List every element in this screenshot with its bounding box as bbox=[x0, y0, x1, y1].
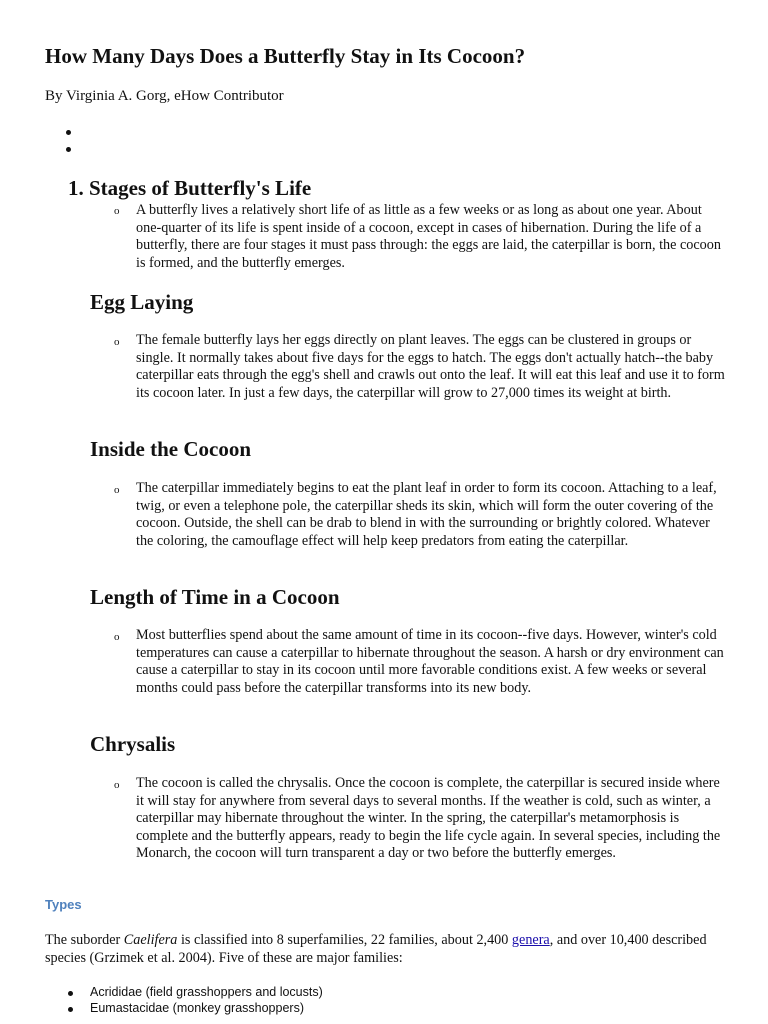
section-heading-chrysalis: Chrysalis bbox=[90, 732, 176, 756]
section-heading-egg-laying: Egg Laying bbox=[90, 290, 194, 314]
section-heading-stages: 1. Stages of Butterfly's Life bbox=[68, 176, 312, 200]
section-text-inside-cocoon: The caterpillar immediately begins to eat the plant leaf in order to form its cocoon. Attaching to a leaf, twig, or even a telephone pole, the caterpillar sheds its skin, which will form the outer covering of the cocoon. Outside, the shell can be drab to blend in with the surrounding or brightly colored. Whatever the coloring, the camouflage effect will help keep predators from eating the caterpillar. bbox=[136, 480, 717, 549]
section-text-stages: A butterfly lives a relatively short life of as little as a few weeks or as long as about one year. About one-quarter of its life is spent inside of a cocoon, except in cases of hibernation. During the life of a butterfly, there are four stages it must pass through: the eggs are laid, the caterpillar is born, the cocoon is formed, and the butterfly emerges. bbox=[136, 202, 721, 271]
byline: By Virginia A. Gorg, eHow Contributor bbox=[45, 88, 284, 104]
types-text-part3: , and over 10,400 described species (Grzimek et al. 2004). Five of these are major families: bbox=[45, 932, 707, 966]
list-bullet: o bbox=[114, 336, 120, 348]
list-bullet: o bbox=[114, 779, 120, 791]
list-bullet: o bbox=[114, 631, 120, 643]
list-bullet bbox=[68, 1007, 73, 1012]
empty-bullet bbox=[66, 147, 71, 152]
family-list-item: Acrididae (field grasshoppers and locusts) bbox=[90, 985, 323, 999]
types-text-part1: The suborder bbox=[45, 932, 124, 948]
list-bullet bbox=[68, 991, 73, 996]
family-list-item: Eumastacidae (monkey grasshoppers) bbox=[90, 1001, 304, 1015]
list-bullet: o bbox=[114, 484, 120, 496]
section-heading-inside-cocoon: Inside the Cocoon bbox=[90, 437, 252, 461]
page-title: How Many Days Does a Butterfly Stay in Its Cocoon? bbox=[45, 44, 526, 68]
types-heading-link[interactable]: Types bbox=[45, 897, 82, 912]
list-bullet: o bbox=[114, 205, 120, 217]
types-text-italic: Caelifera bbox=[123, 932, 178, 948]
types-paragraph bbox=[45, 932, 735, 967]
section-text-length-of-time: Most butterflies spend about the same amount of time in its cocoon--five days. However, winter's cold temperatures can cause a caterpillar to hibernate throughout the season. A harsh or dry environment can cause a caterpillar to stay in its cocoon until more favorable conditions exist. A few weeks or several months could pass before the caterpillar transforms into its new body. bbox=[136, 627, 724, 696]
types-text-part2: is classified into 8 superfamilies, 22 families, about 2,400 bbox=[177, 932, 512, 948]
section-heading-length-of-time: Length of Time in a Cocoon bbox=[90, 585, 340, 609]
section-text-egg-laying: The female butterfly lays her eggs directly on plant leaves. The eggs can be clustered in groups or single. It normally takes about five days for the eggs to hatch. The eggs don't actually hatch--the baby caterpillar eats through the egg's shell and crawls out onto the leaf. It will eat this leaf and use it to form its cocoon later. In just a few days, the caterpillar will grow to 27,000 times its weight at birth. bbox=[136, 332, 725, 401]
section-text-chrysalis: The cocoon is called the chrysalis. Once the cocoon is complete, the caterpillar is secured inside where it will stay for anywhere from several days to several months. If the weather is cold, such as winter, a caterpillar may hibernate throughout the winter. In the spring, the caterpillar's metamorphosis is complete and the butterfly appears, ready to begin the life cycle again. In several species, including the Monarch, the cocoon will turn transparent a day or two before the butterfly emerges. bbox=[136, 775, 721, 861]
genera-link[interactable]: genera bbox=[511, 932, 550, 948]
empty-bullet bbox=[66, 130, 71, 135]
